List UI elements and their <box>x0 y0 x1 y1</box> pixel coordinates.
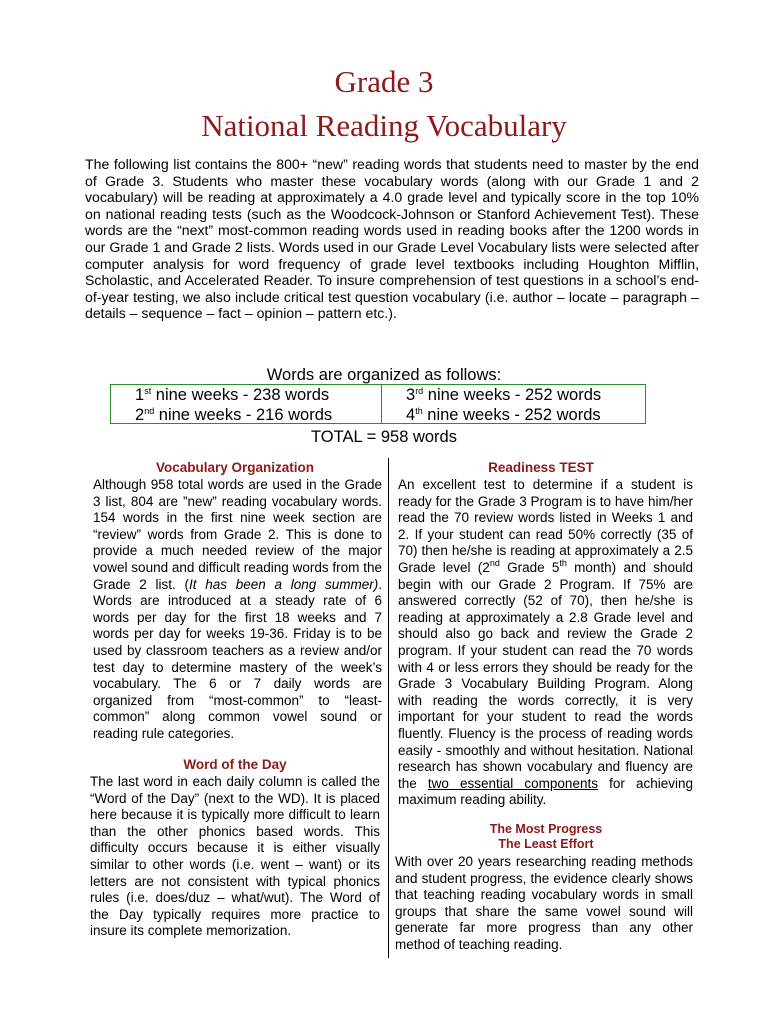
table-cell-third-nine-weeks: 3rd nine weeks - 252 words <box>406 386 602 404</box>
underlined-phrase: two essential components <box>427 775 598 791</box>
least-effort-heading: The Least Effort <box>498 837 594 851</box>
column-divider <box>388 458 389 958</box>
table-divider <box>381 385 382 423</box>
page-title-grade: Grade 3 <box>334 64 434 99</box>
word-of-the-day-body: The last word in each daily column is called the “Word of the Day” (next to the WD). It is placed here because it is typically more difficult to learn than the other phonics based words. This difficulty occurs because it is either visually similar to other words (i.e. went – want) or its letters are not consistent with typical phonics rules (i.e. does/duz – what/wut). The Word of the Day typically requires more practice to insure its complete memorization. <box>90 774 380 939</box>
readiness-test-heading: Readiness TEST <box>488 460 594 475</box>
table-cell-first-nine-weeks: 1st nine weeks - 238 words <box>135 386 330 404</box>
total-words: TOTAL = 958 words <box>311 428 457 446</box>
vocabulary-organization-body: Although 958 total words are used in the Grade 3 list, 804 are ”new” reading vocabulary words. 154 words in the first nine week section are “review” words from Grade 2. This is done to provide a much needed review of the major vowel sound and difficult reading words from the Grade 2 list. (It has been a long summer). Words are introduced at a steady rate of 6 words per day for the first 18 weeks and 7 words per day for weeks 19-36. Friday is to be used by classroom teachers as a review and/or test day to determine mastery of the week’s vocabulary. The 6 or 7 daily words are organized from “most-common” to “least-common” along common vowel sound or reading rule categories. <box>93 477 382 741</box>
word-of-the-day-heading: Word of the Day <box>183 757 287 772</box>
most-progress-body: With over 20 years researching reading methods and student progress, the evidence clearly shows that teaching reading vocabulary words in small groups that share the same vowel sound will generate far more progress than any other method of teaching reading. <box>395 854 693 952</box>
organization-heading: Words are organized as follows: <box>266 366 502 384</box>
table-cell-fourth-nine-weeks: 4th nine weeks - 252 words <box>406 406 601 424</box>
readiness-test-body: An excellent test to determine if a student is ready for the Grade 3 Program is to have him/her read the 70 review words listed in Weeks 1 and 2. If your student can read 50% correctly (35 of 70) then he/she is reading at approximately a 2.5 Grade level (2nd Grade 5th month) and should begin with our Grade 2 Program. If 75% are answered correctly (52 of 70), then he/she is reading at approximately a 2.8 Grade level and should also go back and review the Grade 2 program. If your student can read the 70 words with 4 or less errors they should be ready for the Grade 3 Vocabulary Building Program. Along with reading the words correctly, it is very important for your student to read the words fluently. Fluency is the process of reading words easily - smoothly and without hesitation. National research has shown vocabulary and fluency are the two essential components for achieving maximum reading ability. <box>398 477 694 808</box>
organization-table <box>110 384 646 424</box>
table-cell-second-nine-weeks: 2nd nine weeks - 216 words <box>135 406 333 424</box>
vocabulary-organization-heading: Vocabulary Organization <box>155 460 315 475</box>
page-title-subject: National Reading Vocabulary <box>201 108 567 143</box>
most-progress-heading: The Most Progress <box>489 822 603 836</box>
intro-paragraph: The following list contains the 800+ “new” reading words that students need to master by the end of Grade 3. Students who master these vocabulary words (along with our Grade 1 and 2 vocabulary) will be reading at approximately a 4.0 grade level and typically score in the top 10% on national reading tests (such as the Woodcock-Johnson or Stanford Achievement Test). These words are the “next” most-common reading words used in reading books after the 1200 words in our Grade 1 and Grade 2 lists. Words used in our Grade Level Vocabulary lists were selected after computer analysis for word frequency of grade level textbooks including Houghton Mifflin, Scholastic, and Accelerated Reader. To insure comprehension of test questions in a school’s end-of-year testing, we also include critical test question vocabulary (i.e. author – locate – paragraph – details – sequence – fact – opinion – pattern etc.). <box>85 156 699 322</box>
